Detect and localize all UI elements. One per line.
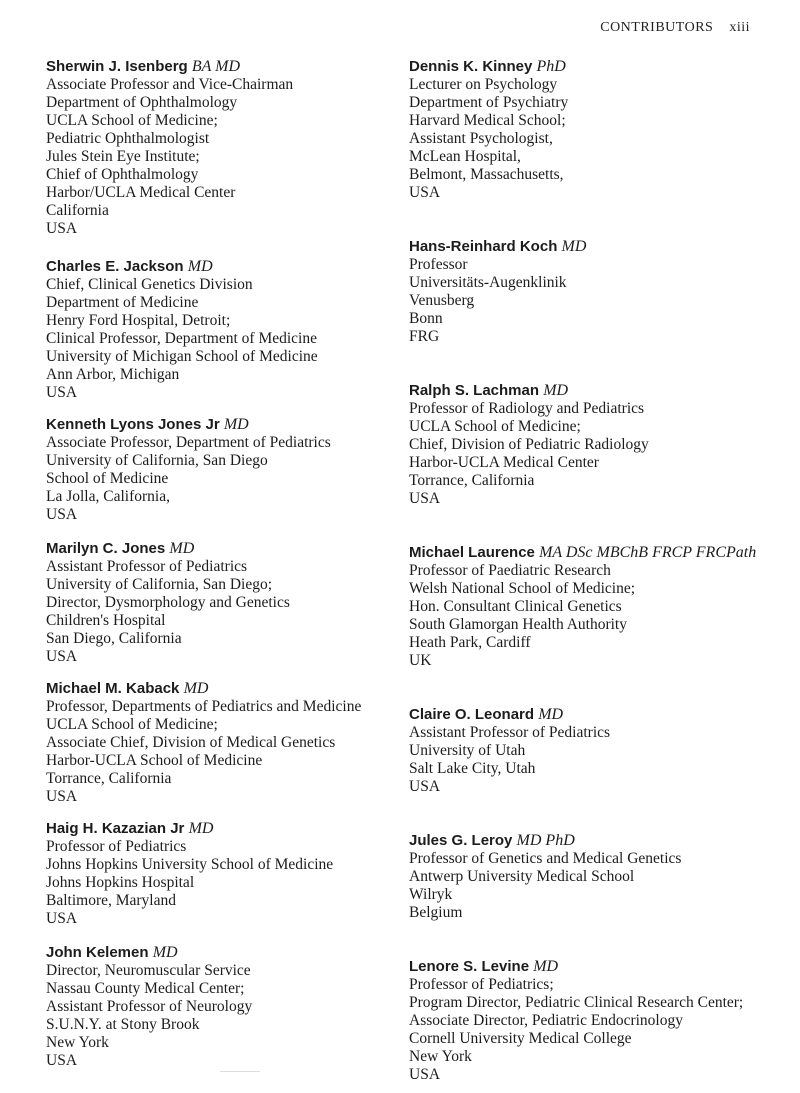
affiliation-line: Henry Ford Hospital, Detroit;	[46, 312, 231, 329]
contributor-name	[409, 238, 789, 256]
affiliation-line: Director, Dysmorphology and Genetics	[46, 594, 290, 611]
affiliation-line: Heath Park, Cardiff	[409, 634, 531, 651]
contributor-entry	[409, 832, 789, 922]
affiliation-line: Professor of Paediatric Research	[409, 562, 611, 579]
footer-rule	[220, 1071, 260, 1072]
contributor-name-text: Lenore S. Levine	[409, 958, 530, 975]
affiliation-line: Professor of Pediatrics	[46, 838, 187, 855]
affiliation-line: Baltimore, Maryland	[46, 892, 176, 909]
contributor-entry	[46, 58, 416, 238]
contributor-name-text: Kenneth Lyons Jones Jr	[46, 416, 220, 433]
affiliation-line: USA	[46, 506, 78, 523]
contributor-name-text: Marilyn C. Jones	[46, 540, 166, 557]
affiliation-line: Assistant Professor of Pediatrics	[409, 724, 611, 741]
contributor-degrees: MD	[187, 258, 213, 275]
affiliation-line: USA	[409, 184, 441, 201]
affiliation-line: McLean Hospital,	[409, 148, 521, 165]
affiliation-line: Cornell University Medical College	[409, 1030, 632, 1047]
affiliation-line: Torrance, California	[46, 770, 172, 787]
affiliation-line: Harbor-UCLA School of Medicine	[46, 752, 263, 769]
affiliation-line: Children's Hospital	[46, 612, 166, 629]
affiliation-line: New York	[409, 1048, 472, 1065]
affiliation-line: USA	[409, 1066, 441, 1083]
affiliation-line: Assistant Psychologist,	[409, 130, 553, 147]
contributor-entry	[409, 544, 789, 670]
contributor-degrees: MD	[543, 382, 569, 399]
affiliation-line: UK	[409, 652, 432, 669]
affiliation-line: USA	[46, 910, 78, 927]
affiliation-line: Assistant Professor of Neurology	[46, 998, 253, 1015]
affiliation-line: FRG	[409, 328, 440, 345]
contributor-entry	[46, 680, 416, 806]
contributor-name	[409, 706, 789, 724]
contributor-degrees: BA MD	[191, 58, 241, 75]
contributor-entry	[46, 416, 416, 524]
affiliation-line: Bonn	[409, 310, 443, 327]
contributor-degrees: MD	[169, 540, 195, 557]
affiliation-line: Program Director, Pediatric Clinical Research Center;	[409, 994, 744, 1011]
affiliation-line: Ann Arbor, Michigan	[46, 366, 180, 383]
affiliation-line: UCLA School of Medicine;	[46, 716, 218, 733]
affiliation-line: Department of Psychiatry	[409, 94, 569, 111]
affiliation-line: USA	[409, 778, 441, 795]
affiliation-line: Chief, Division of Pediatric Radiology	[409, 436, 649, 453]
affiliation-line: Director, Neuromuscular Service	[46, 962, 251, 979]
affiliation-line: UCLA School of Medicine;	[409, 418, 581, 435]
running-header-title: CONTRIBUTORS	[600, 20, 714, 35]
contributor-degrees: MD	[152, 944, 178, 961]
contributor-name-text: Claire O. Leonard	[409, 706, 535, 723]
contributor-entry	[409, 706, 789, 796]
contributor-entry	[409, 58, 789, 202]
affiliation-line: Harbor/UCLA Medical Center	[46, 184, 236, 201]
contributor-name	[46, 540, 416, 558]
affiliation-line: Chief, Clinical Genetics Division	[46, 276, 253, 293]
contributor-degrees: MA DSc MBChB FRCP FRCPath	[539, 544, 757, 561]
contributor-name	[409, 832, 789, 850]
right-column	[409, 58, 789, 1084]
affiliation-line: USA	[409, 490, 441, 507]
contributor-entry	[46, 944, 416, 1070]
contributor-name-text: Charles E. Jackson	[46, 258, 184, 275]
affiliation-line: Lecturer on Psychology	[409, 76, 558, 93]
contributor-name	[409, 58, 789, 76]
affiliation-line: Clinical Professor, Department of Medicine	[46, 330, 317, 347]
affiliation-line: Professor of Radiology and Pediatrics	[409, 400, 645, 417]
affiliation-line: University of Utah	[409, 742, 526, 759]
affiliation-line: Johns Hopkins Hospital	[46, 874, 195, 891]
affiliation-line: South Glamorgan Health Authority	[409, 616, 627, 633]
contributor-name	[409, 958, 789, 976]
affiliation-line: S.U.N.Y. at Stony Brook	[46, 1016, 200, 1033]
affiliation-line: USA	[46, 1052, 78, 1069]
left-column	[46, 58, 416, 1070]
contributor-name	[46, 820, 416, 838]
page-number: xiii	[729, 20, 750, 35]
contributor-degrees: MD	[538, 706, 564, 723]
affiliation-line: Belgium	[409, 904, 463, 921]
contributor-degrees: MD	[223, 416, 249, 433]
contributor-degrees: MD	[183, 680, 209, 697]
contributor-name-text: Jules G. Leroy	[409, 832, 513, 849]
affiliation-line: La Jolla, California,	[46, 488, 170, 505]
contributor-name	[46, 416, 416, 434]
affiliation-line: USA	[46, 220, 78, 237]
contributor-name-text: Michael M. Kaback	[46, 680, 180, 697]
affiliation-line: School of Medicine	[46, 470, 169, 487]
contributor-entry	[409, 382, 789, 508]
affiliation-line: Associate Professor and Vice-Chairman	[46, 76, 294, 93]
affiliation-line: San Diego, California	[46, 630, 182, 647]
contributor-name-text: Ralph S. Lachman	[409, 382, 540, 399]
running-header	[600, 20, 750, 36]
affiliation-line: USA	[46, 384, 78, 401]
contributor-name	[409, 544, 789, 562]
contributor-name	[46, 944, 416, 962]
contributor-name	[46, 680, 416, 698]
affiliation-line: Universitäts-Augenklinik	[409, 274, 567, 291]
contributor-name	[409, 382, 789, 400]
affiliation-line: Venusberg	[409, 292, 475, 309]
contributor-entry	[409, 958, 789, 1084]
contributor-entry	[409, 238, 789, 346]
affiliation-line: Torrance, California	[409, 472, 535, 489]
affiliation-line: Department of Ophthalmology	[46, 94, 238, 111]
affiliation-line: Assistant Professor of Pediatrics	[46, 558, 248, 575]
contributor-name-text: Sherwin J. Isenberg	[46, 58, 188, 75]
affiliation-line: Associate Director, Pediatric Endocrinology	[409, 1012, 683, 1029]
contributor-name	[46, 58, 416, 76]
affiliation-line: Chief of Ophthalmology	[46, 166, 199, 183]
affiliation-line: California	[46, 202, 109, 219]
affiliation-line: UCLA School of Medicine;	[46, 112, 218, 129]
affiliation-line: Welsh National School of Medicine;	[409, 580, 636, 597]
contributor-degrees: PhD	[536, 58, 566, 75]
contributor-name	[46, 258, 416, 276]
affiliation-line: Salt Lake City, Utah	[409, 760, 536, 777]
contributor-degrees: MD	[533, 958, 559, 975]
affiliation-line: Professor	[409, 256, 468, 273]
affiliation-line: Antwerp University Medical School	[409, 868, 635, 885]
contributor-degrees: MD	[188, 820, 214, 837]
affiliation-line: Professor, Departments of Pediatrics and Medicine	[46, 698, 362, 715]
affiliation-line: Professor of Genetics and Medical Genetics	[409, 850, 682, 867]
affiliation-line: Harvard Medical School;	[409, 112, 566, 129]
contributor-name-text: Hans-Reinhard Koch	[409, 238, 558, 255]
contributor-entry	[46, 540, 416, 666]
contributor-degrees: MD	[561, 238, 587, 255]
affiliation-line: Associate Chief, Division of Medical Genetics	[46, 734, 336, 751]
contributor-name-text: Michael Laurence	[409, 544, 535, 561]
affiliation-line: Johns Hopkins University School of Medicine	[46, 856, 334, 873]
affiliation-line: University of California, San Diego;	[46, 576, 272, 593]
affiliation-line: Pediatric Ophthalmologist	[46, 130, 210, 147]
affiliation-line: Associate Professor, Department of Pediatrics	[46, 434, 331, 451]
affiliation-line: Department of Medicine	[46, 294, 199, 311]
contributor-degrees: MD PhD	[516, 832, 575, 849]
affiliation-line: USA	[46, 788, 78, 805]
affiliation-line: Belmont, Massachusetts,	[409, 166, 564, 183]
contributor-name-text: Dennis K. Kinney	[409, 58, 533, 75]
contributor-name-text: John Kelemen	[46, 944, 149, 961]
affiliation-line: New York	[46, 1034, 109, 1051]
affiliation-line: USA	[46, 648, 78, 665]
affiliation-line: Harbor-UCLA Medical Center	[409, 454, 599, 471]
affiliation-line: Professor of Pediatrics;	[409, 976, 554, 993]
contributor-entry	[46, 258, 416, 402]
contributor-name-text: Haig H. Kazazian Jr	[46, 820, 185, 837]
affiliation-line: Jules Stein Eye Institute;	[46, 148, 200, 165]
affiliation-line: Wilryk	[409, 886, 453, 903]
affiliation-line: Nassau County Medical Center;	[46, 980, 245, 997]
affiliation-line: Hon. Consultant Clinical Genetics	[409, 598, 622, 615]
contributor-entry	[46, 820, 416, 928]
affiliation-line: University of California, San Diego	[46, 452, 268, 469]
affiliation-line: University of Michigan School of Medicine	[46, 348, 318, 365]
